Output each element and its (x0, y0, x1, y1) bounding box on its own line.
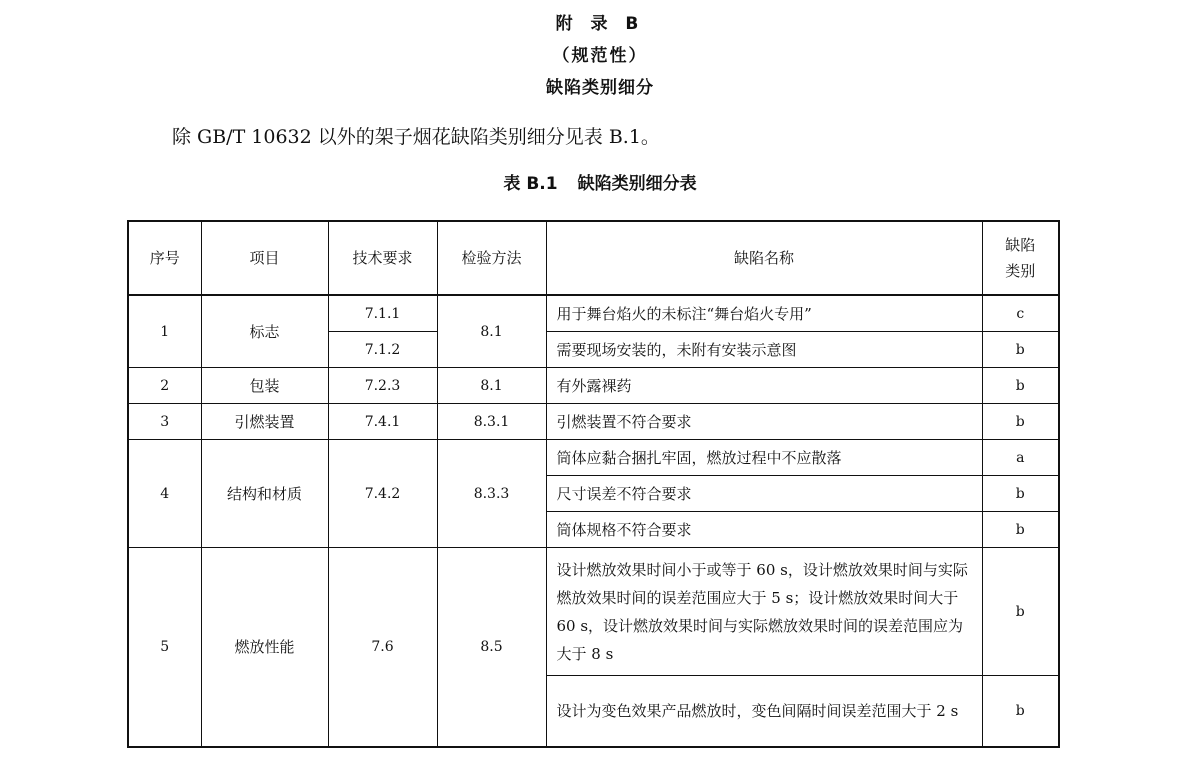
tech-req-cell: 7.4.1 (328, 404, 437, 440)
item-cell: 结构和材质 (201, 440, 328, 548)
intro-paragraph: 除 GB/T 10632 以外的架子烟花缺陷类别细分见表 B.1。 (172, 126, 660, 148)
item-cell: 标志 (201, 295, 328, 368)
category-cell: a (982, 440, 1059, 476)
item-cell: 引燃装置 (201, 404, 328, 440)
seq-cell: 3 (128, 404, 201, 440)
tech-req-cell: 7.2.3 (328, 368, 437, 404)
header-category (982, 221, 1059, 295)
defect-cell: 筒体应黏合捆扎牢固，燃放过程中不应散落 (546, 440, 982, 476)
category-cell: b (982, 404, 1059, 440)
table-header-row (128, 221, 1059, 295)
method-cell: 8.1 (437, 368, 546, 404)
category-cell: b (982, 512, 1059, 548)
header-defect-name: 缺陷名称 (546, 221, 982, 295)
seq-cell: 1 (128, 295, 201, 368)
defect-cell: 需要现场安装的，未附有安装示意图 (546, 332, 982, 368)
category-cell: b (982, 332, 1059, 368)
defect-category-table (127, 220, 1060, 748)
method-cell: 8.5 (437, 548, 546, 748)
appendix-nature: （规范性） (552, 46, 648, 66)
item-cell: 包装 (201, 368, 328, 404)
category-cell: b (982, 548, 1059, 676)
header-category-line2: 类别 (1005, 262, 1036, 280)
item-cell: 燃放性能 (201, 548, 328, 748)
table-row (128, 295, 1059, 332)
table-row (128, 548, 1059, 676)
table-row (128, 368, 1059, 404)
category-cell: b (982, 676, 1059, 748)
appendix-subject: 缺陷类别细分 (546, 78, 654, 98)
table-caption (0, 172, 1200, 196)
category-cell: b (982, 476, 1059, 512)
seq-cell: 2 (128, 368, 201, 404)
method-cell: 8.3.3 (437, 440, 546, 548)
defect-cell: 筒体规格不符合要求 (546, 512, 982, 548)
table-row (128, 440, 1059, 476)
header-seq: 序号 (128, 221, 201, 295)
defect-cell: 用于舞台焰火的未标注“舞台焰火专用” (546, 295, 982, 332)
seq-cell: 5 (128, 548, 201, 748)
header-tech-req: 技术要求 (328, 221, 437, 295)
header-item: 项目 (201, 221, 328, 295)
defect-cell: 引燃装置不符合要求 (546, 404, 982, 440)
category-cell: b (982, 368, 1059, 404)
seq-cell: 4 (128, 440, 201, 548)
table-caption-number: 表 B.1 (503, 174, 558, 194)
table-row (128, 404, 1059, 440)
appendix-title: 附 录 B (555, 14, 645, 34)
category-cell: c (982, 295, 1059, 332)
tech-req-cell: 7.6 (328, 548, 437, 748)
method-cell: 8.1 (437, 295, 546, 368)
defect-cell: 有外露裸药 (546, 368, 982, 404)
method-cell: 8.3.1 (437, 404, 546, 440)
tech-req-cell: 7.1.1 (328, 295, 437, 332)
tech-req-cell: 7.4.2 (328, 440, 437, 548)
header-method: 检验方法 (437, 221, 546, 295)
defect-cell: 尺寸误差不符合要求 (546, 476, 982, 512)
tech-req-cell: 7.1.2 (328, 332, 437, 368)
header-category-line1: 缺陷 (1005, 236, 1036, 254)
defect-cell: 设计燃放效果时间小于或等于 60 s，设计燃放效果时间与实际燃放效果时间的误差范围应大于 5 s；设计燃放效果时间大于 60 s，设计燃放效果时间与实际燃放效果时间的误差范围应为大于 8 s (546, 548, 982, 676)
table-caption-title: 缺陷类别细分表 (577, 174, 697, 194)
defect-cell: 设计为变色效果产品燃放时，变色间隔时间误差范围大于 2 s (546, 676, 982, 748)
